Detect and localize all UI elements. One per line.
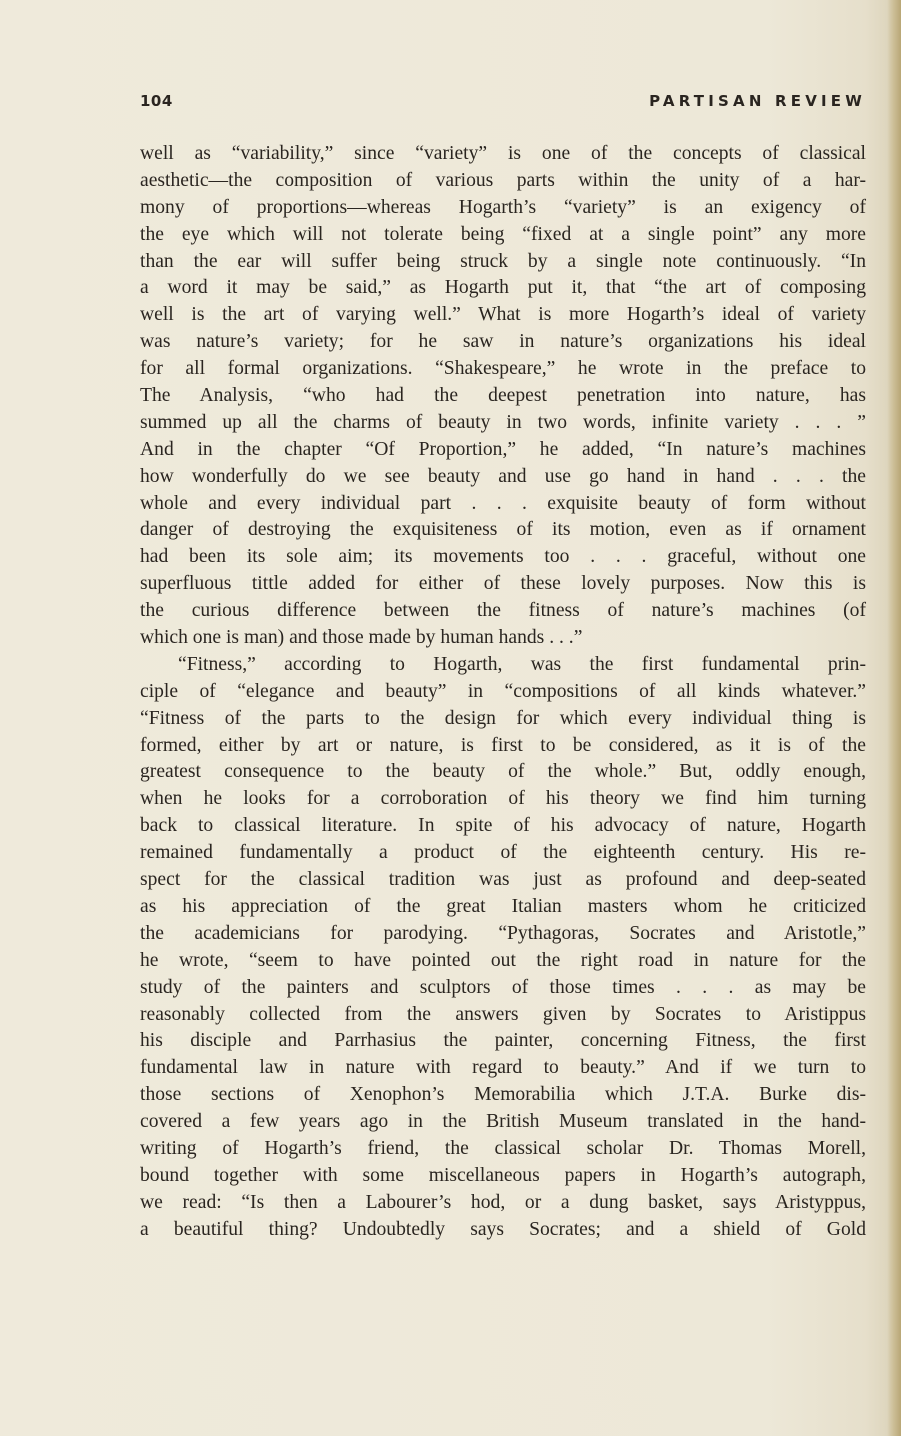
text-line: spect for the classical tradition was just as profound and deep-seated (140, 869, 866, 891)
text-line: as his appreciation of the great Italian masters whom he criticized (140, 895, 866, 917)
text-line: for all formal organizations. “Shakespeare,” he wrote in the preface to (140, 358, 866, 380)
text-line: fundamental law in nature with regard to beauty.” And if we turn to (140, 1057, 866, 1079)
text-line: he wrote, “seem to have pointed out the right road in nature for the (140, 949, 866, 971)
page-edge (887, 0, 901, 1436)
text-line: reasonably collected from the answers given by Socrates to Aristippus (140, 1003, 866, 1025)
text-line: well is the art of varying well.” What is more Hogarth’s ideal of variety (140, 304, 866, 326)
text-line: those sections of Xenophon’s Memorabilia which J.T.A. Burke dis- (140, 1084, 866, 1106)
text-line: The Analysis, “who had the deepest penetration into nature, has (140, 385, 866, 407)
text-line: superfluous tittle added for either of these lovely purposes. Now this is (140, 573, 866, 595)
text-line: “Fitness of the parts to the design for which every individual thing is (140, 707, 866, 729)
text-line: “Fitness,” according to Hogarth, was the first fundamental prin- (178, 653, 866, 675)
text-line: And in the chapter “Of Proportion,” he added, “In nature’s machines (140, 438, 866, 460)
text-line: mony of proportions—whereas Hogarth’s “variety” is an exigency of (140, 196, 866, 218)
page-header (140, 92, 866, 116)
text-line: bound together with some miscellaneous papers in Hogarth’s autograph, (140, 1164, 866, 1186)
text-line: whole and every individual part . . . exquisite beauty of form without (140, 492, 866, 514)
page-number: 104 (140, 92, 173, 110)
body-text (140, 141, 866, 1244)
text-line: how wonderfully do we see beauty and use go hand in hand . . . the (140, 465, 866, 487)
text-line: a beautiful thing? Undoubtedly says Socrates; and a shield of Gold (140, 1218, 866, 1240)
text-line: we read: “Is then a Labourer’s hod, or a dung basket, says Aristyppus, (140, 1191, 866, 1213)
text-line: was nature’s variety; for he saw in nature’s organizations his ideal (140, 331, 866, 353)
text-line: covered a few years ago in the British Museum translated in the hand- (140, 1111, 866, 1133)
text-line: his disciple and Parrhasius the painter, concerning Fitness, the first (140, 1030, 866, 1052)
text-line: the eye which will not tolerate being “fixed at a single point” any more (140, 223, 866, 245)
text-line: ciple of “elegance and beauty” in “compositions of all kinds whatever.” (140, 680, 866, 702)
text-line: back to classical literature. In spite of his advocacy of nature, Hogarth (140, 815, 866, 837)
text-line: formed, either by art or nature, is first to be considered, as it is of the (140, 734, 866, 756)
text-line: the curious difference between the fitness of nature’s machines (of (140, 600, 866, 622)
text-line: aesthetic—the composition of various parts within the unity of a har- (140, 169, 866, 191)
text-line: well as “variability,” since “variety” is one of the concepts of classical (140, 143, 866, 164)
text-line: remained fundamentally a product of the eighteenth century. His re- (140, 842, 866, 864)
text-line: writing of Hogarth’s friend, the classical scholar Dr. Thomas Morell, (140, 1137, 866, 1159)
text-line: when he looks for a corroboration of his theory we find him turning (140, 788, 866, 810)
text-line: the academicians for parodying. “Pythagoras, Socrates and Aristotle,” (140, 922, 866, 944)
text-line: than the ear will suffer being struck by a single note continuously. “In (140, 250, 866, 272)
text-line: study of the painters and sculptors of those times . . . as may be (140, 976, 866, 998)
text-line: had been its sole aim; its movements too . . . graceful, without one (140, 546, 866, 568)
text-line: greatest consequence to the beauty of the whole.” But, oddly enough, (140, 761, 866, 783)
text-line: which one is man) and those made by human hands . . .” (140, 627, 583, 649)
text-line: danger of destroying the exquisiteness of its motion, even as if ornament (140, 519, 866, 541)
text-line: a word it may be said,” as Hogarth put it, that “the art of composing (140, 277, 866, 299)
running-head: PARTISAN REVIEW (649, 92, 866, 110)
text-line: summed up all the charms of beauty in two words, infinite variety . . . ” (140, 411, 866, 433)
